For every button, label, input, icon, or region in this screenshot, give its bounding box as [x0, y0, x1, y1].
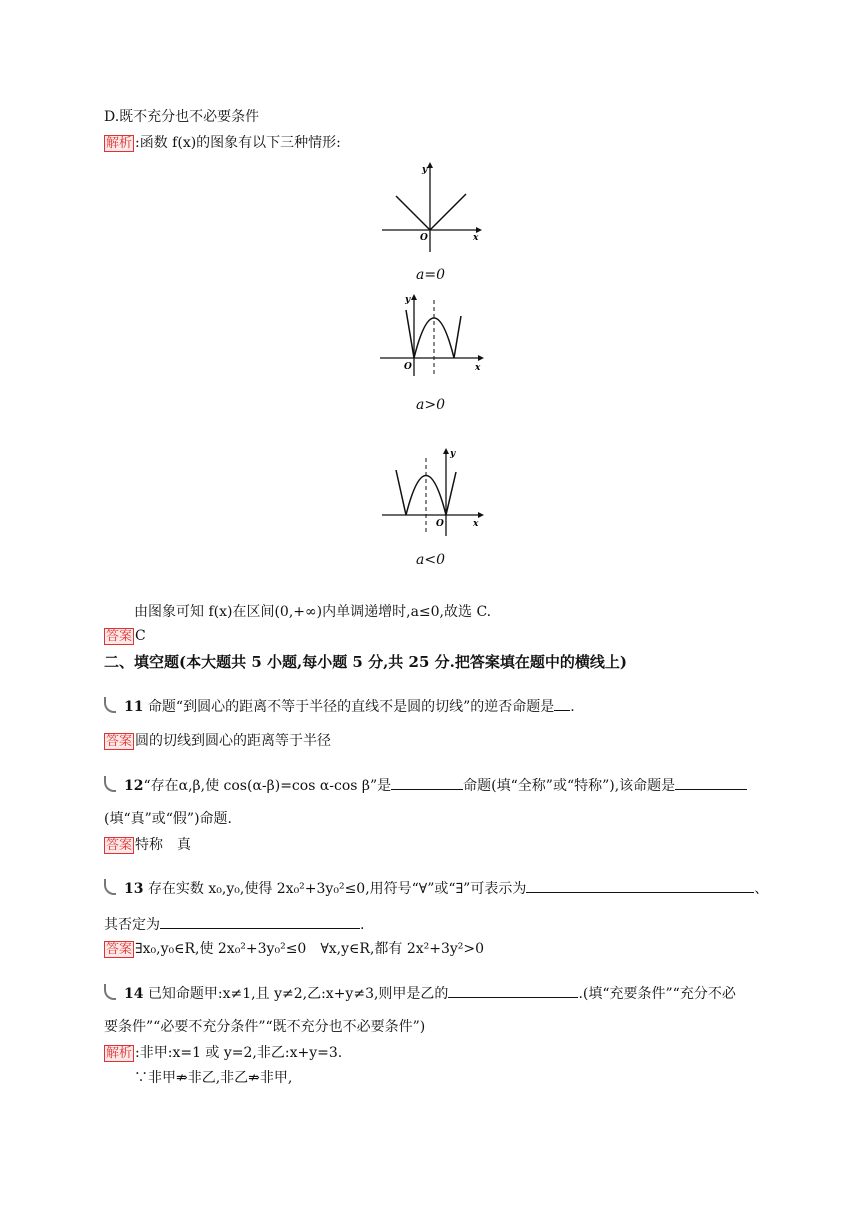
- y-label: y: [405, 295, 411, 305]
- q14-text-a-end: .(填“充要条件”“充分不必: [578, 986, 736, 1002]
- daan-tag: 答案: [106, 734, 133, 749]
- q12-text-c: (填“真”或“假”)命题.: [104, 811, 233, 827]
- q13-text-b: 其否定为: [104, 917, 160, 933]
- graph-a-zero: [378, 160, 482, 254]
- q12-answer: 特称 真: [135, 837, 192, 853]
- graph-caption-a-positive: a>0: [416, 397, 445, 413]
- q14-analysis-2: ∵非甲⇏非乙,非乙⇏非甲,: [134, 1070, 293, 1086]
- q12-number: 12: [124, 778, 144, 794]
- x-label: x: [473, 233, 479, 243]
- y-label: y: [450, 449, 456, 459]
- option-d: D.既不充分也不必要条件: [104, 109, 260, 125]
- q11-answer: 圆的切线到圆心的距离等于半径: [135, 733, 332, 749]
- q14-blank[interactable]: [448, 983, 578, 998]
- graph-caption-a-negative: a<0: [416, 552, 445, 568]
- jiexi-tag: 解析: [106, 136, 133, 151]
- x-label: x: [475, 363, 481, 373]
- q11-end: .: [570, 699, 575, 715]
- q11-line: [104, 696, 575, 716]
- v-curve: [396, 194, 466, 230]
- q14-text-b: 要条件”“必要不充分条件”“既不充分也不必要条件”): [104, 1019, 426, 1035]
- q14-text-a: 已知命题甲:x≠1,且 y≠2,乙:x+y≠3,则甲是乙的: [147, 986, 449, 1002]
- x-axis-arrow: [478, 512, 484, 518]
- q13-line-2: [104, 914, 364, 934]
- daan-tag: 答案: [106, 629, 133, 644]
- daan-tag: 答案: [106, 838, 133, 853]
- origin-label: O: [436, 519, 444, 529]
- question-moon-icon: [104, 776, 116, 792]
- q10-conclusion: 由图象可知 f(x)在区间(0,+∞)内单调递增时,a≤0,故选 C.: [134, 604, 492, 620]
- question-moon-icon: [104, 984, 116, 1000]
- q13-text-a: 存在实数 x₀,y₀,使得 2x₀²+3y₀²≤0,用符号“∀”或“∃”可表示为: [147, 881, 527, 897]
- q12-answer-line: [104, 836, 191, 854]
- x-label: x: [473, 519, 479, 529]
- q12-text-a: “存在α,β,使 cos(α-β)=cos α-cos β”是: [143, 778, 392, 794]
- origin-label: O: [404, 362, 412, 372]
- q13-number: 13: [124, 881, 144, 897]
- q13-answer-line: [104, 940, 484, 958]
- q11-answer-line: [104, 732, 331, 750]
- q12-line: [104, 775, 747, 795]
- q12-text-b: 命题(填“全称”或“特称”),该命题是: [463, 778, 676, 794]
- q10-analysis-line: [104, 134, 341, 152]
- graph-a-negative: [378, 446, 484, 538]
- y-axis-arrow: [411, 294, 417, 300]
- graph-a-positive: [376, 290, 484, 380]
- q13-end: 、: [754, 881, 769, 897]
- section2-title: 二、填空题(本大题共 5 小题,每小题 5 分,共 25 分.把答案填在题中的横线上): [104, 653, 627, 671]
- q10-analysis-text: :函数 f(x)的图象有以下三种情形:: [135, 135, 341, 151]
- jiexi-tag: 解析: [106, 1046, 133, 1061]
- q13-b-end: .: [360, 917, 365, 933]
- q13-line: [104, 878, 768, 898]
- q14-number: 14: [124, 986, 144, 1002]
- x-axis-arrow: [478, 355, 484, 361]
- q10-answer: C: [135, 628, 146, 644]
- q13-answer: ∃x₀,y₀∈R,使 2x₀²+3y₀²≤0 ∀x,y∈R,都有 2x²+3y²>0: [135, 941, 485, 957]
- y-label: y: [422, 165, 428, 175]
- q10-answer-line: [104, 627, 146, 645]
- q12-blank-2[interactable]: [675, 775, 747, 790]
- q14-line: [104, 983, 736, 1003]
- question-moon-icon: [104, 697, 116, 713]
- question-moon-icon: [104, 879, 116, 895]
- graph-caption-a-zero: a=0: [416, 267, 445, 283]
- daan-tag: 答案: [106, 942, 133, 957]
- y-axis-arrow: [427, 162, 433, 168]
- q12-blank-1[interactable]: [391, 775, 463, 790]
- q11-blank[interactable]: [554, 696, 570, 711]
- q11-text: 命题“到圆心的距离不等于半径的直线不是圆的切线”的逆否命题是: [147, 699, 555, 715]
- origin-label: O: [420, 233, 428, 243]
- y-axis-arrow: [443, 448, 449, 454]
- q13-blank-1[interactable]: [526, 878, 754, 893]
- q13-blank-2[interactable]: [160, 914, 360, 929]
- q14-analysis: :非甲:x=1 或 y=2,非乙:x+y=3.: [135, 1045, 343, 1061]
- q11-number: 11: [124, 699, 144, 715]
- q14-analysis-line: [104, 1044, 342, 1062]
